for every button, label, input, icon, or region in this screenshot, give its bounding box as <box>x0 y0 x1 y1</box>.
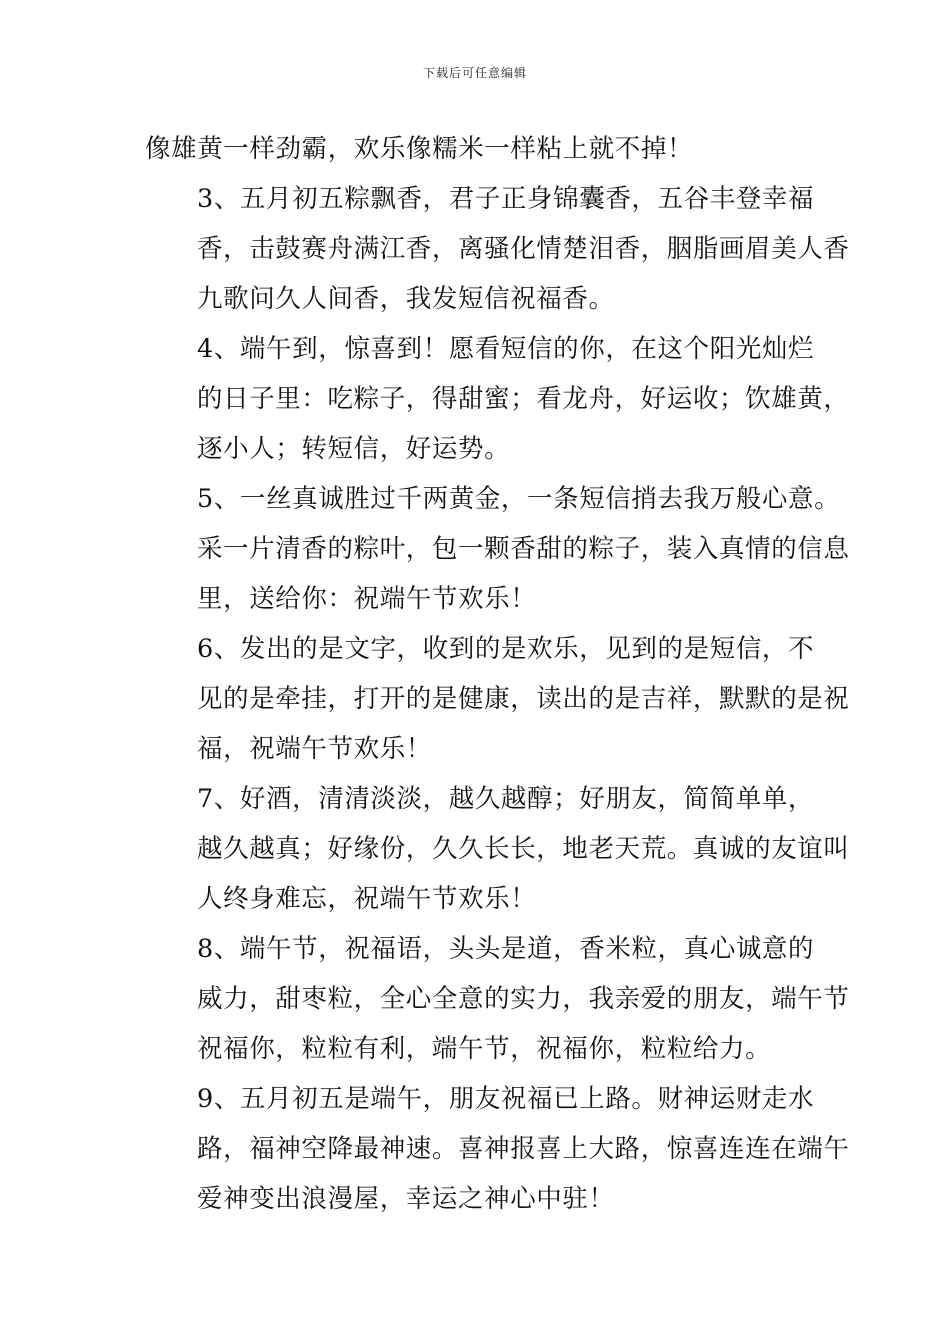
paragraph <box>145 124 835 174</box>
text-line: 3、五月初五粽飘香，君子正身锦囊香，五谷丰登幸福 <box>197 184 815 214</box>
text-line: 里，送给你：祝端午节欢乐！ <box>197 584 537 614</box>
page-header: 下载后可任意编辑 <box>422 66 527 80</box>
text-line: 见的是牵挂，打开的是健康，读出的是吉祥，默默的是祝 <box>197 684 850 714</box>
text-line: 九歌问久人间香，我发短信祝福香。 <box>197 284 615 314</box>
document-body <box>145 124 850 1224</box>
text-line: 7、好酒，清清淡淡，越久越醇；好朋友，简简单单， <box>197 784 815 814</box>
text-line: 6、发出的是文字，收到的是欢乐，见到的是短信，不 <box>197 634 815 664</box>
text-line: 9、五月初五是端午，朋友祝福已上路。财神运财走水 <box>197 1084 815 1114</box>
text-line: 逐小人；转短信，好运势。 <box>197 434 511 464</box>
text-line: 爱神变出浪漫屋，幸运之神心中驻！ <box>197 1184 615 1214</box>
paragraph <box>145 324 850 474</box>
text-line: 像雄黄一样劲霸，欢乐像糯米一样粘上就不掉！ <box>145 134 694 164</box>
text-line: 威力，甜枣粒，全心全意的实力，我亲爱的朋友，端午节 <box>197 984 850 1014</box>
text-line: 采一片清香的粽叶，包一颗香甜的粽子，装入真情的信息 <box>197 534 850 564</box>
paragraph <box>145 774 850 924</box>
text-line: 人终身难忘，祝端午节欢乐！ <box>197 884 537 914</box>
text-line: 祝福你，粒粒有利，端午节，祝福你，粒粒给力。 <box>197 1034 772 1064</box>
text-line: 4、端午到，惊喜到！愿看短信的你，在这个阳光灿烂 <box>197 334 815 364</box>
paragraph <box>145 624 850 774</box>
text-line: 5、一丝真诚胜过千两黄金，一条短信捎去我万般心意。 <box>197 484 841 514</box>
paragraph <box>145 924 850 1074</box>
text-line: 的日子里：吃粽子，得甜蜜；看龙舟，好运收；饮雄黄， <box>197 384 850 414</box>
paragraph <box>145 174 850 324</box>
paragraph <box>145 474 850 624</box>
text-line: 越久越真；好缘份，久久长长，地老天荒。真诚的友谊叫 <box>197 834 850 864</box>
paragraph <box>145 1074 850 1224</box>
text-line: 8、端午节，祝福语，头头是道，香米粒，真心诚意的 <box>197 934 815 964</box>
text-line: 路，福神空降最神速。喜神报喜上大路，惊喜连连在端午 <box>197 1134 850 1164</box>
text-line: 福，祝端午节欢乐！ <box>197 734 432 764</box>
text-line: 香，击鼓赛舟满江香，离骚化情楚泪香，胭脂画眉美人香 <box>197 234 850 264</box>
